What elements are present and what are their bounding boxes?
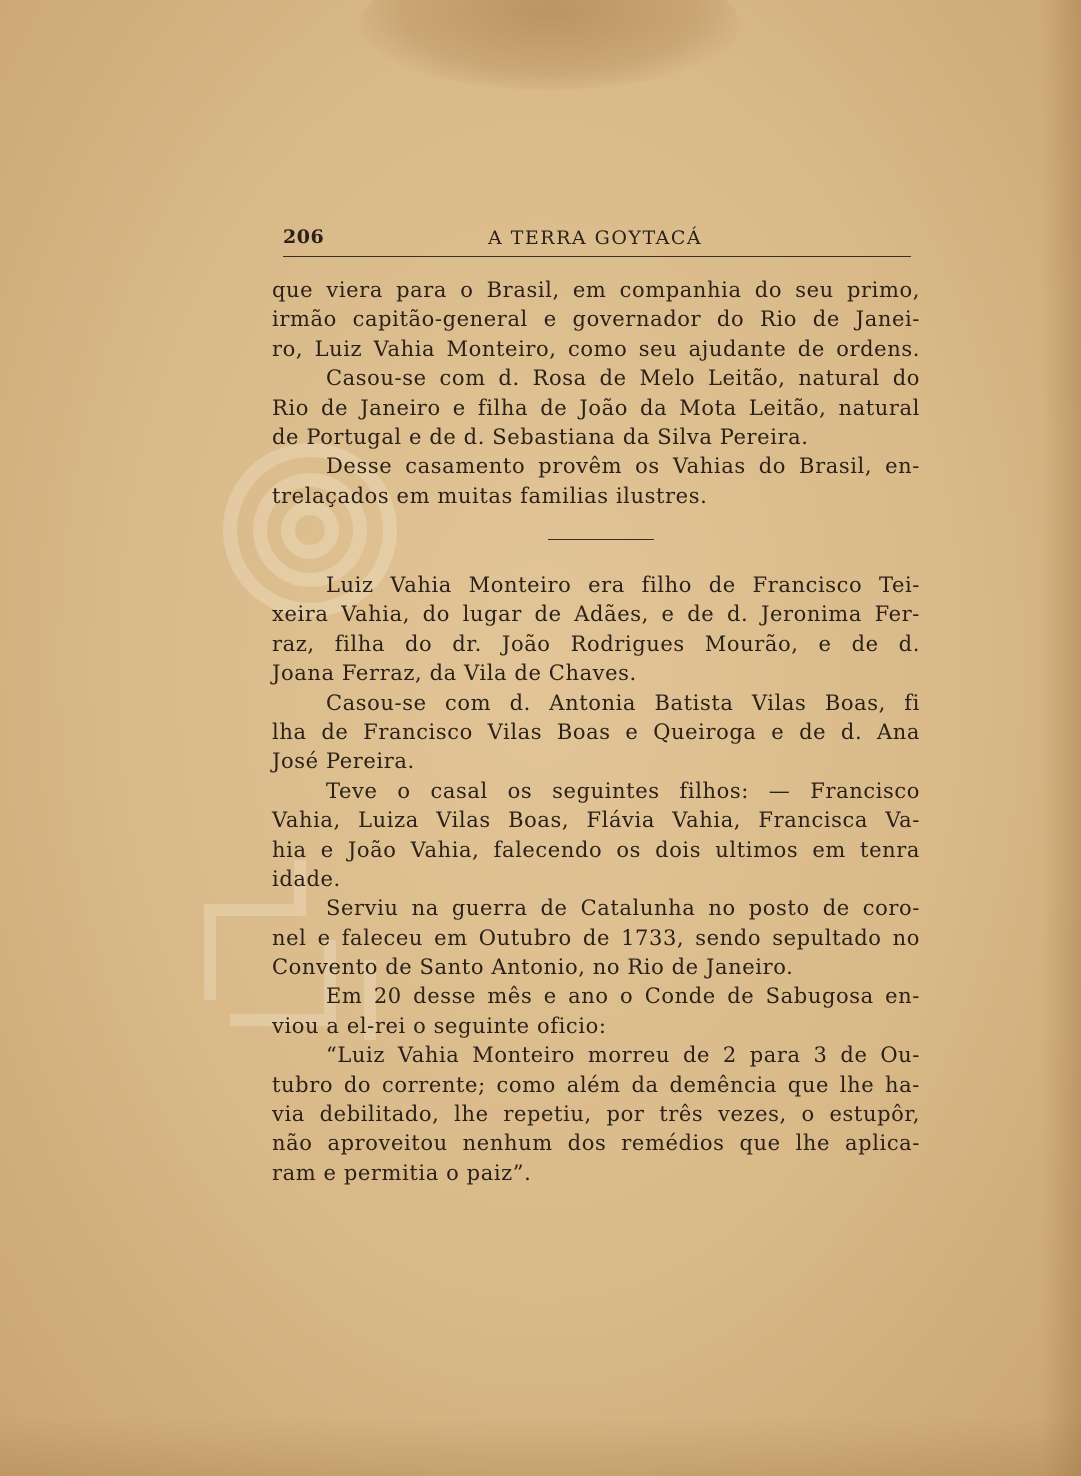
text-line: irmão capitão-general e governador do Rio de Janei- <box>272 307 920 332</box>
page-header <box>283 226 911 257</box>
section-divider <box>548 539 654 540</box>
water-stain <box>360 0 740 90</box>
text-line: Casou-se com d. Rosa de Melo Leitão, natural do <box>326 366 920 391</box>
text-line: de Portugal e de d. Sebastiana da Silva Pereira. <box>272 424 809 449</box>
text-line: idade. <box>272 866 341 891</box>
running-title: A TERRA GOYTACÁ <box>488 227 703 249</box>
page-bottom-shadow <box>0 1416 1081 1476</box>
quote-line: tubro do corrente; como além da demência que lhe ha- <box>272 1072 920 1097</box>
text-line: José Pereira. <box>272 749 415 774</box>
text-line: Desse casamento provêm os Vahias do Brasil, en- <box>326 454 920 479</box>
page-edge-shadow <box>1041 0 1081 1476</box>
quote-line: não aproveitou nenhum dos remédios que lhe aplica- <box>272 1131 920 1156</box>
text-line: Joana Ferraz, da Vila de Chaves. <box>272 661 637 686</box>
text-line: viou a el-rei o seguinte oficio: <box>272 1013 607 1038</box>
text-line: ro, Luiz Vahia Monteiro, como seu ajudante de ordens. <box>272 336 920 361</box>
text-line: trelaçados em muitas familias ilustres. <box>272 483 708 508</box>
text-line: Convento de Santo Antonio, no Rio de Janeiro. <box>272 955 794 980</box>
page-number: 206 <box>283 226 325 248</box>
text-line: nel e faleceu em Outubro de 1733, sendo sepultado no <box>272 925 920 950</box>
text-line: que viera para o Brasil, em companhia do seu primo, <box>272 278 920 302</box>
text-line: lha de Francisco Vilas Boas e Queiroga e de d. Ana <box>272 719 920 744</box>
quote-line: via debilitado, lhe repetiu, por três vezes, o estupôr, <box>272 1102 920 1127</box>
text-line: Luiz Vahia Monteiro era filho de Francisco Tei- <box>326 573 920 597</box>
paragraph-block-luiz-vahia-monteiro <box>272 571 920 1188</box>
text-line: raz, filha do dr. João Rodrigues Mourão, e de d. <box>272 631 920 656</box>
text-line: hia e João Vahia, falecendo os dois ultimos em tenra <box>272 837 920 862</box>
paragraph-block-vahia-origins <box>272 276 920 511</box>
text-line: Teve o casal os seguintes filhos: — Francisco <box>326 778 920 803</box>
text-line: Rio de Janeiro e filha de João da Mota Leitão, natural <box>272 395 920 420</box>
text-line: Casou-se com d. Antonia Batista Vilas Boas, fi <box>326 690 920 715</box>
text-line: Em 20 desse mês e ano o Conde de Sabugosa en- <box>326 984 920 1009</box>
text-line: xeira Vahia, do lugar de Adães, e de d. Jeronima Fer- <box>272 602 920 627</box>
text-line: Vahia, Luiza Vilas Boas, Flávia Vahia, Francisca Va- <box>272 808 920 833</box>
quote-line: “Luiz Vahia Monteiro morreu de 2 para 3 de Ou- <box>326 1043 920 1068</box>
quote-line: ram e permitia o paiz”. <box>272 1160 532 1185</box>
text-line: Serviu na guerra de Catalunha no posto de coro- <box>326 896 920 921</box>
